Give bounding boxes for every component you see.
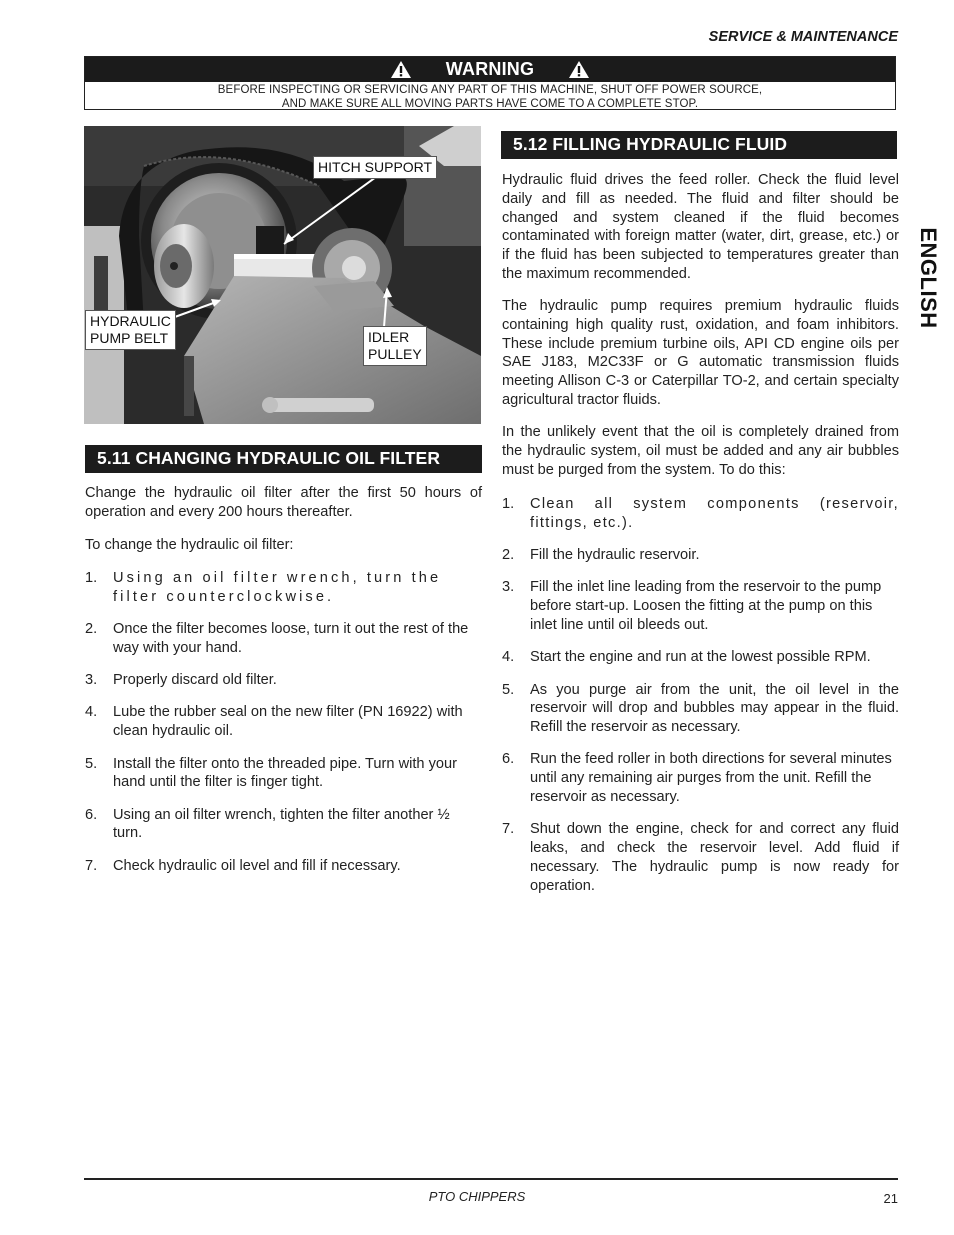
list-item — [85, 703, 482, 741]
hydraulic-pump-belt-callout: HYDRAULIC PUMP BELT — [85, 310, 176, 350]
paragraph: In the unlikely event that the oil is completely drained from the hydraulic system, oil must be added and any air bubbles must be purged from the system. To do this: — [502, 424, 899, 478]
step-text: As you purge air from the unit, the oil level in the reservoir will drop and bubbles may appear in the fluid. Refill the reservoir as necessary. — [530, 681, 899, 736]
step-number: 4. — [85, 704, 98, 721]
warning-title: WARNING — [445, 59, 535, 79]
running-header: SERVICE & MAINTENANCE — [708, 29, 898, 45]
step-number: 6. — [85, 806, 98, 823]
hazard-triangle-icon — [390, 60, 412, 79]
warning-bar — [85, 57, 895, 82]
step-number: 2. — [502, 547, 515, 564]
step-number: 3. — [502, 579, 515, 596]
step-number: 7. — [502, 821, 515, 838]
step-text: Start the engine and run at the lowest possible RPM. — [530, 649, 871, 666]
pump-belt-photo — [84, 126, 481, 424]
list-item — [502, 648, 899, 667]
paragraph: Change the hydraulic oil filter after the first 50 hours of operation and every 200 hours thereafter. — [85, 485, 482, 520]
section-heading-5-12: 5.12 FILLING HYDRAULIC FLUID — [501, 131, 897, 159]
step-text: Clean all system components (reservoir, fittings, etc.). — [530, 496, 899, 531]
list-item — [502, 750, 899, 806]
step-text: Using an oil filter wrench, tighten the filter another ½ turn. — [113, 806, 450, 842]
list-item — [85, 671, 482, 690]
page-number: 21 — [883, 1191, 898, 1206]
list-item — [502, 820, 899, 895]
list-item — [85, 806, 482, 844]
step-text: Shut down the engine, check for and correct any fluid leaks, and check the reservoir level. Add fluid if necessary. The hydraulic pump is now ready for operation. — [530, 821, 899, 894]
step-text: Fill the hydraulic reservoir. — [530, 547, 700, 564]
purge-steps-list — [502, 495, 899, 909]
step-text: Run the feed roller in both directions for several minutes until any remaining air purges from the unit. Refill the reservoir as necessary. — [530, 751, 892, 806]
step-text: Using an oil filter wrench, turn the filter counterclockwise. — [113, 570, 442, 605]
warning-line: AND MAKE SURE ALL MOVING PARTS HAVE COME TO A COMPLETE STOP. — [281, 98, 699, 110]
hazard-triangle-icon — [568, 60, 590, 79]
step-number: 1. — [85, 570, 98, 586]
paragraph: To change the hydraulic oil filter: — [85, 537, 294, 553]
step-number: 7. — [85, 857, 98, 874]
step-text: Lube the rubber seal on the new filter (PN 16922) with clean hydraulic oil. — [113, 704, 463, 740]
language-side-tab — [908, 220, 948, 336]
list-item — [502, 578, 899, 634]
hitch-support-callout: HITCH SUPPORT — [313, 156, 437, 179]
warning-box — [84, 56, 896, 110]
paragraph: Hydraulic fluid drives the feed roller. Check the fluid level daily and fill as needed. The fluid and filter should be changed and system cleaned if the fluid becomes contaminated with foreign matter (water, dirt, grease, etc.) or if the fluid has been subjected to temperatures greater than the maximum recommended. — [502, 172, 899, 282]
step-number: 5. — [502, 681, 515, 698]
step-number: 2. — [85, 621, 98, 638]
list-item — [85, 857, 482, 876]
step-text: Properly discard old filter. — [113, 672, 277, 689]
step-text: Check hydraulic oil level and fill if necessary. — [113, 857, 401, 874]
list-item — [85, 569, 482, 607]
step-number: 4. — [502, 649, 515, 666]
step-text: Once the filter becomes loose, turn it out the rest of the way with your hand. — [113, 621, 469, 656]
list-item — [502, 495, 899, 533]
warning-line: BEFORE INSPECTING OR SERVICING ANY PART OF THIS MACHINE, SHUT OFF POWER SOURCE, — [217, 84, 763, 96]
footer-rule — [84, 1178, 898, 1180]
warning-text — [85, 83, 895, 111]
step-text: Install the filter onto the threaded pipe. Turn with your hand until the filter is finger tight. — [113, 755, 457, 791]
step-number: 6. — [502, 751, 515, 768]
filter-steps-list — [85, 569, 482, 889]
section-heading-5-11: 5.11 CHANGING HYDRAULIC OIL FILTER — [85, 445, 482, 473]
list-item — [502, 546, 899, 565]
idler-pulley-callout: IDLER PULLEY — [363, 326, 427, 366]
list-item — [85, 620, 482, 658]
list-item — [502, 681, 899, 737]
list-item — [85, 755, 482, 793]
step-number: 1. — [502, 496, 515, 512]
step-number: 5. — [85, 755, 98, 772]
step-text: Fill the inlet line leading from the reservoir to the pump before start-up. Loosen the fitting at the pump on this inlet line until oil bleeds out. — [530, 579, 882, 633]
step-number: 3. — [85, 672, 98, 689]
paragraph: The hydraulic pump requires premium hydraulic fluids containing high quality rust, oxidation, and foam inhibitors. These include premium turbine oils, API CD engine oils per SAE J183, M2C33F or G automatic transmission fluids meeting Allison C-3 or Caterpillar TO-2, and certain specialty agricultural tractor fluids. — [502, 298, 899, 408]
language-label: ENGLISH — [916, 227, 941, 329]
footer-title: PTO CHIPPERS — [428, 1189, 526, 1204]
